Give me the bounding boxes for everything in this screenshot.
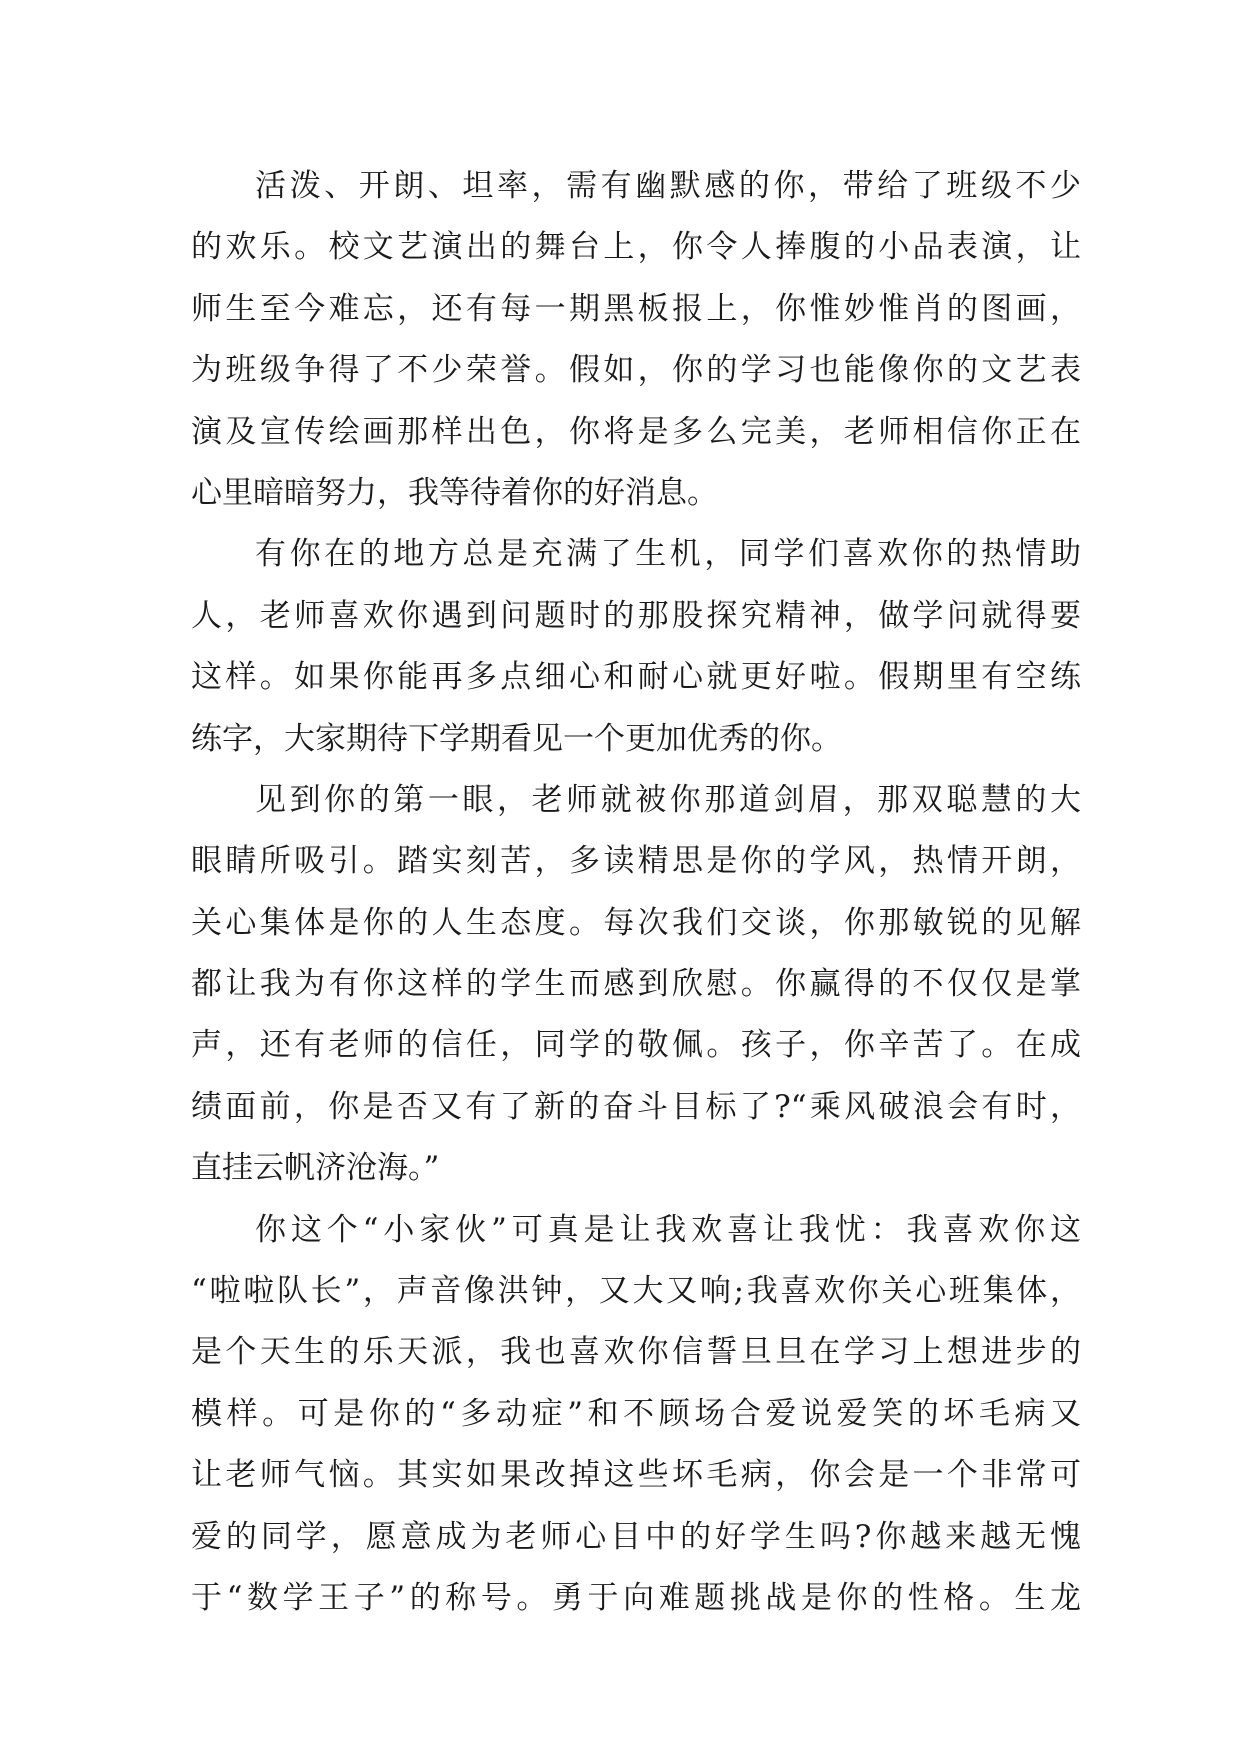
text-line: 爱的同学，愿意成为老师心目中的好学生吗?你越来越无愧 <box>191 1518 1081 1555</box>
text-line: “啦啦队长”，声音像洪钟，又大又响;我喜欢你关心班集体， <box>191 1273 1081 1310</box>
text-line: 你这个“小家伙”可真是让我欢喜让我忧：我喜欢你这 <box>255 1211 1081 1248</box>
paragraph <box>191 524 1081 770</box>
text-line: 于“数学王子”的称号。勇于向难题挑战是你的性格。生龙 <box>191 1579 1081 1616</box>
text-line: 是个天生的乐天派，我也喜欢你信誓旦旦在学习上想进步的 <box>191 1334 1081 1371</box>
text-line: 眼睛所吸引。踏实刻苦，多读精思是你的学风，热情开朗， <box>191 843 1081 880</box>
paragraph <box>191 770 1081 1200</box>
text-line: 的欢乐。校文艺演出的舞台上，你令人捧腹的小品表演，让 <box>191 229 1081 266</box>
text-line: 人，老师喜欢你遇到问题时的那股探究精神，做学问就得要 <box>191 597 1081 634</box>
paragraph <box>191 156 1081 524</box>
text-line: 为班级争得了不少荣誉。假如，你的学习也能像你的文艺表 <box>191 352 1081 389</box>
text-line: 演及宣传绘画那样出色，你将是多么完美，老师相信你正在 <box>191 413 1081 450</box>
paragraph <box>191 1200 1081 1630</box>
text-line: 这样。如果你能再多点细心和耐心就更好啦。假期里有空练 <box>191 659 1081 696</box>
text-line: 模样。可是你的“多动症”和不顾场合爱说爱笑的坏毛病又 <box>191 1395 1081 1432</box>
text-line: 有你在的地方总是充满了生机，同学们喜欢你的热情助 <box>255 536 1081 573</box>
document-body <box>191 156 1081 1629</box>
text-line: 直挂云帆济沧海。” <box>191 1150 440 1187</box>
text-line: 关心集体是你的人生态度。每次我们交谈，你那敏锐的见解 <box>191 904 1081 941</box>
text-line: 心里暗暗努力，我等待着你的好消息。 <box>191 474 718 511</box>
text-line: 都让我为有你这样的学生而感到欣慰。你赢得的不仅仅是掌 <box>191 966 1081 1003</box>
text-line: 声，还有老师的信任，同学的敬佩。孩子，你辛苦了。在成 <box>191 1027 1081 1064</box>
text-line: 见到你的第一眼，老师就被你那道剑眉，那双聪慧的大 <box>255 781 1081 818</box>
text-line: 练字，大家期待下学期看见一个更加优秀的你。 <box>191 720 842 757</box>
text-line: 让老师气恼。其实如果改掉这些坏毛病，你会是一个非常可 <box>191 1457 1081 1494</box>
text-line: 师生至今难忘，还有每一期黑板报上，你惟妙惟肖的图画， <box>191 290 1081 327</box>
text-line: 绩面前，你是否又有了新的奋斗目标了?“乘风破浪会有时， <box>191 1088 1081 1125</box>
text-line: 活泼、开朗、坦率，需有幽默感的你，带给了班级不少 <box>255 168 1081 204</box>
